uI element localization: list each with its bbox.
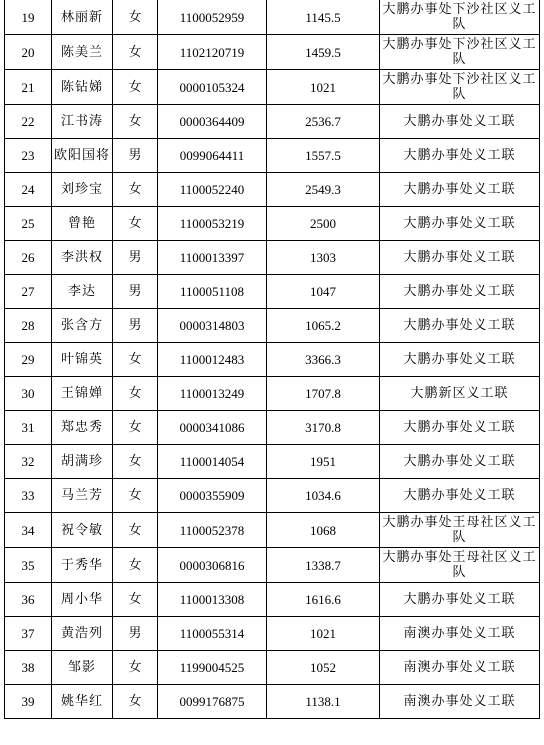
table-row <box>5 309 540 343</box>
volunteer-name: 黄浩列 <box>52 617 113 651</box>
table-row <box>5 377 540 411</box>
volunteer-unit: 大鹏办事处义工联 <box>380 241 540 275</box>
table-row <box>5 617 540 651</box>
row-number: 24 <box>5 173 52 207</box>
table-row <box>5 548 540 583</box>
volunteer-name: 邹影 <box>52 651 113 685</box>
volunteer-gender: 女 <box>113 685 158 719</box>
row-number: 29 <box>5 343 52 377</box>
volunteer-gender: 女 <box>113 583 158 617</box>
volunteer-unit: 大鹏办事处义工联 <box>380 445 540 479</box>
volunteer-table-body <box>5 0 540 719</box>
volunteer-name: 叶锦英 <box>52 343 113 377</box>
volunteer-unit: 大鹏办事处义工联 <box>380 479 540 513</box>
volunteer-gender: 女 <box>113 411 158 445</box>
volunteer-id: 0099064411 <box>158 139 267 173</box>
volunteer-name: 欧阳国将 <box>52 139 113 173</box>
volunteer-name: 曾艳 <box>52 207 113 241</box>
service-hours: 3366.3 <box>267 343 380 377</box>
volunteer-name: 马兰芳 <box>52 479 113 513</box>
volunteer-gender: 女 <box>113 105 158 139</box>
row-number: 23 <box>5 139 52 173</box>
volunteer-unit: 大鹏办事处义工联 <box>380 173 540 207</box>
volunteer-id: 1100014054 <box>158 445 267 479</box>
volunteer-name: 郑忠秀 <box>52 411 113 445</box>
volunteer-id: 1100013308 <box>158 583 267 617</box>
row-number: 34 <box>5 513 52 548</box>
volunteer-gender: 女 <box>113 479 158 513</box>
volunteer-id: 0000306816 <box>158 548 267 583</box>
volunteer-gender: 女 <box>113 70 158 105</box>
service-hours: 1138.1 <box>267 685 380 719</box>
volunteer-gender: 女 <box>113 207 158 241</box>
volunteer-id: 1100052378 <box>158 513 267 548</box>
service-hours: 1557.5 <box>267 139 380 173</box>
volunteer-id: 0000341086 <box>158 411 267 445</box>
row-number: 19 <box>5 0 52 35</box>
service-hours: 1047 <box>267 275 380 309</box>
volunteer-id: 1100051108 <box>158 275 267 309</box>
volunteer-unit: 大鹏新区义工联 <box>380 377 540 411</box>
volunteer-name: 李达 <box>52 275 113 309</box>
volunteer-unit: 南澳办事处义工联 <box>380 617 540 651</box>
service-hours: 1616.6 <box>267 583 380 617</box>
service-hours: 3170.8 <box>267 411 380 445</box>
volunteer-id: 0000355909 <box>158 479 267 513</box>
service-hours: 1065.2 <box>267 309 380 343</box>
volunteer-id: 0000314803 <box>158 309 267 343</box>
volunteer-gender: 女 <box>113 445 158 479</box>
volunteer-unit: 大鹏办事处义工联 <box>380 411 540 445</box>
volunteer-unit: 大鹏办事处下沙社区义工队 <box>380 0 540 35</box>
table-row <box>5 445 540 479</box>
table-row <box>5 70 540 105</box>
volunteer-name: 陈钻娣 <box>52 70 113 105</box>
volunteer-gender: 女 <box>113 377 158 411</box>
volunteer-name: 祝令敏 <box>52 513 113 548</box>
volunteer-name: 于秀华 <box>52 548 113 583</box>
volunteer-gender: 男 <box>113 139 158 173</box>
volunteer-name: 李洪权 <box>52 241 113 275</box>
volunteer-name: 张含方 <box>52 309 113 343</box>
row-number: 31 <box>5 411 52 445</box>
volunteer-id: 1100055314 <box>158 617 267 651</box>
volunteer-unit: 大鹏办事处王母社区义工队 <box>380 513 540 548</box>
volunteer-id: 1100013249 <box>158 377 267 411</box>
volunteer-id: 1100012483 <box>158 343 267 377</box>
volunteer-gender: 男 <box>113 241 158 275</box>
row-number: 39 <box>5 685 52 719</box>
volunteer-name: 林丽新 <box>52 0 113 35</box>
row-number: 20 <box>5 35 52 70</box>
volunteer-gender: 女 <box>113 343 158 377</box>
table-row <box>5 513 540 548</box>
table-row <box>5 479 540 513</box>
volunteer-unit: 大鹏办事处下沙社区义工队 <box>380 70 540 105</box>
volunteer-unit: 大鹏办事处义工联 <box>380 583 540 617</box>
volunteer-gender: 女 <box>113 651 158 685</box>
volunteer-unit: 大鹏办事处义工联 <box>380 207 540 241</box>
service-hours: 1021 <box>267 617 380 651</box>
volunteer-id: 0099176875 <box>158 685 267 719</box>
service-hours: 1459.5 <box>267 35 380 70</box>
row-number: 28 <box>5 309 52 343</box>
service-hours: 1338.7 <box>267 548 380 583</box>
volunteer-table <box>4 0 540 719</box>
volunteer-gender: 男 <box>113 309 158 343</box>
row-number: 33 <box>5 479 52 513</box>
service-hours: 1145.5 <box>267 0 380 35</box>
volunteer-unit: 南澳办事处义工联 <box>380 651 540 685</box>
row-number: 27 <box>5 275 52 309</box>
volunteer-id: 0000105324 <box>158 70 267 105</box>
volunteer-unit: 大鹏办事处下沙社区义工队 <box>380 35 540 70</box>
table-row <box>5 685 540 719</box>
volunteer-name: 周小华 <box>52 583 113 617</box>
service-hours: 1021 <box>267 70 380 105</box>
service-hours: 1068 <box>267 513 380 548</box>
volunteer-unit: 大鹏办事处义工联 <box>380 139 540 173</box>
service-hours: 1052 <box>267 651 380 685</box>
table-row <box>5 651 540 685</box>
volunteer-id: 1100052240 <box>158 173 267 207</box>
table-row <box>5 207 540 241</box>
volunteer-id: 1100013397 <box>158 241 267 275</box>
volunteer-name: 江书涛 <box>52 105 113 139</box>
volunteer-unit: 大鹏办事处王母社区义工队 <box>380 548 540 583</box>
row-number: 22 <box>5 105 52 139</box>
volunteer-id: 0000364409 <box>158 105 267 139</box>
volunteer-id: 1100053219 <box>158 207 267 241</box>
service-hours: 2549.3 <box>267 173 380 207</box>
table-row <box>5 0 540 35</box>
volunteer-gender: 女 <box>113 548 158 583</box>
row-number: 35 <box>5 548 52 583</box>
volunteer-id: 1199004525 <box>158 651 267 685</box>
row-number: 36 <box>5 583 52 617</box>
volunteer-name: 胡满珍 <box>52 445 113 479</box>
row-number: 26 <box>5 241 52 275</box>
volunteer-unit: 南澳办事处义工联 <box>380 685 540 719</box>
volunteer-id: 1102120719 <box>158 35 267 70</box>
table-row <box>5 35 540 70</box>
volunteer-unit: 大鹏办事处义工联 <box>380 309 540 343</box>
volunteer-name: 姚华红 <box>52 685 113 719</box>
table-row <box>5 583 540 617</box>
table-row <box>5 105 540 139</box>
row-number: 38 <box>5 651 52 685</box>
table-row <box>5 411 540 445</box>
service-hours: 2500 <box>267 207 380 241</box>
volunteer-gender: 男 <box>113 275 158 309</box>
row-number: 37 <box>5 617 52 651</box>
table-row <box>5 343 540 377</box>
service-hours: 2536.7 <box>267 105 380 139</box>
volunteer-gender: 女 <box>113 513 158 548</box>
volunteer-name: 陈美兰 <box>52 35 113 70</box>
volunteer-id: 1100052959 <box>158 0 267 35</box>
volunteer-gender: 女 <box>113 35 158 70</box>
volunteer-unit: 大鹏办事处义工联 <box>380 343 540 377</box>
row-number: 21 <box>5 70 52 105</box>
table-row <box>5 139 540 173</box>
row-number: 30 <box>5 377 52 411</box>
row-number: 25 <box>5 207 52 241</box>
service-hours: 1034.6 <box>267 479 380 513</box>
service-hours: 1951 <box>267 445 380 479</box>
volunteer-unit: 大鹏办事处义工联 <box>380 275 540 309</box>
volunteer-gender: 女 <box>113 173 158 207</box>
volunteer-unit: 大鹏办事处义工联 <box>380 105 540 139</box>
service-hours: 1707.8 <box>267 377 380 411</box>
table-row <box>5 173 540 207</box>
table-row <box>5 241 540 275</box>
volunteer-name: 刘珍宝 <box>52 173 113 207</box>
service-hours: 1303 <box>267 241 380 275</box>
volunteer-name: 王锦婵 <box>52 377 113 411</box>
volunteer-gender: 男 <box>113 617 158 651</box>
table-row <box>5 275 540 309</box>
volunteer-gender: 女 <box>113 0 158 35</box>
row-number: 32 <box>5 445 52 479</box>
